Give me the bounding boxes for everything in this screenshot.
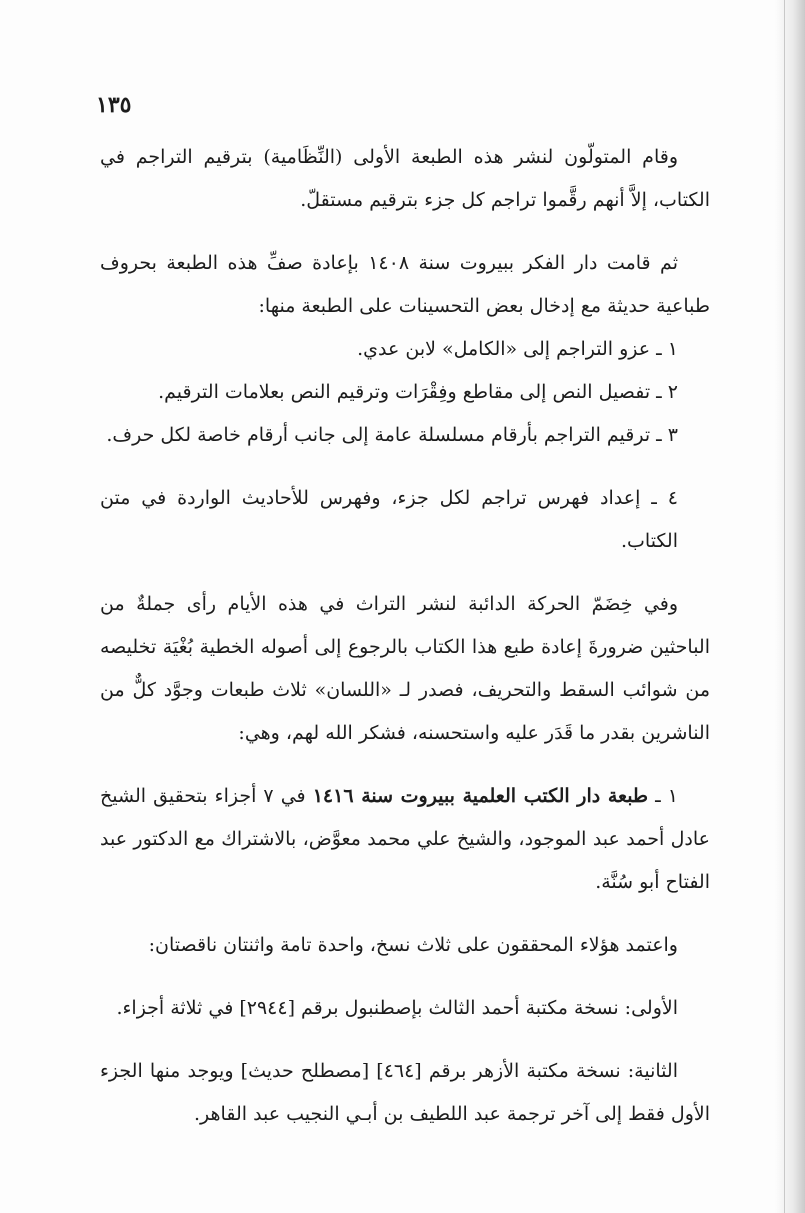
paragraph-7: الثانية: نسخة مكتبة الأزهر برقم [٤٦٤] [مصطلح حديث] ويوجد منها الجزء الأول فقط إلى آخر ترجمة عبد اللطيف بن أبـي النجيب عبد القاهر. (100, 1060, 710, 1125)
list-item: ٣ ـ ترقيم التراجم بأرقام مسلسلة عامة إلى جانب أرقام خاصة لكل حرف. (106, 424, 678, 446)
page-number: ١٣٥ (96, 92, 132, 118)
paragraph-5: واعتمد هؤلاء المحققون على ثلاث نسخ، واحدة تامة واثنتان ناقصتان: (148, 934, 678, 956)
gutter-line (784, 0, 785, 1213)
edition-number: ١ (667, 785, 678, 807)
gutter-shadow (775, 0, 805, 1213)
list-item-number: ٤ (667, 487, 678, 509)
paragraph-3: وفي خِضَمّ الحركة الدائبة لنشر التراث في هذه الأيام رأى جملةٌ من الباحثين ضرورةَ إعادة طبع هذا الكتاب بالرجوع إلى أصوله الخطية بُغْيَة تخليصه من شوائب السقط والتحريف، فصدر لـ «اللسان» ثلاث طبعات وجوَّد كلٌّ من الناشرين بقدر ما قَدَر عليه واستحسنه، فشكر الله لهم، وهي: (100, 593, 710, 744)
paragraph-6: الأولى: نسخة مكتبة أحمد الثالث بإصطنبول برقم [٢٩٤٤] في ثلاثة أجزاء. (116, 997, 678, 1019)
list-item-number: ٣ (667, 424, 678, 446)
paragraph-1: وقام المتولّون لنشر هذه الطبعة الأولى (النِّظَامية) بترقيم التراجم في الكتاب، إلاَّ أنهم رقَّموا تراجم كل جزء بترقيم مستقلّ. (100, 146, 710, 211)
list-item-text: إعداد فهرس تراجم لكل جزء، وفهرس للأحاديث الواردة في متن الكتاب. (100, 487, 678, 552)
list-item-number: ١ (667, 338, 678, 360)
list-item-text: عزو التراجم إلى «الكامل» لابن عدي. (357, 338, 651, 360)
list-item-text: تفصيل النص إلى مقاطع وفِقْرَات وترقيم النص بعلامات الترقيم. (158, 381, 651, 403)
edition-title: طبعة دار الكتب العلمية ببيروت سنة ١٤١٦ (312, 785, 649, 807)
list-item: ١ ـ عزو التراجم إلى «الكامل» لابن عدي. (357, 338, 678, 360)
list-item: ٢ ـ تفصيل النص إلى مقاطع وفِقْرَات وترقيم النص بعلامات الترقيم. (158, 381, 678, 403)
paragraph-4: ١ ـ طبعة دار الكتب العلمية ببيروت سنة ١٤١٦ في ٧ أجزاء بتحقيق الشيخ عادل أحمد عبد الموجود، والشيخ علي محمد معوَّض، بالاشتراك مع الدكتور عبد الفتاح أبو سُنَّة. (100, 785, 710, 893)
list-item-text: ترقيم التراجم بأرقام مسلسلة عامة إلى جانب أرقام خاصة لكل حرف. (106, 424, 651, 446)
list-item-number: ٢ (667, 381, 678, 403)
list-item: ٤ ـ إعداد فهرس تراجم لكل جزء، وفهرس للأحاديث الواردة في متن الكتاب. (100, 487, 678, 552)
page-body (100, 136, 710, 1156)
edition-details: في ٧ أجزاء بتحقيق الشيخ عادل أحمد عبد الموجود، والشيخ علي محمد معوَّض، بالاشتراك مع الدكتور عبد الفتاح أبو سُنَّة. (100, 785, 710, 893)
paragraph-2: ثم قامت دار الفكر ببيروت سنة ١٤٠٨ بإعادة صفِّ هذه الطبعة بحروف طباعية حديثة مع إدخال بعض التحسينات على الطبعة منها: (100, 252, 710, 317)
